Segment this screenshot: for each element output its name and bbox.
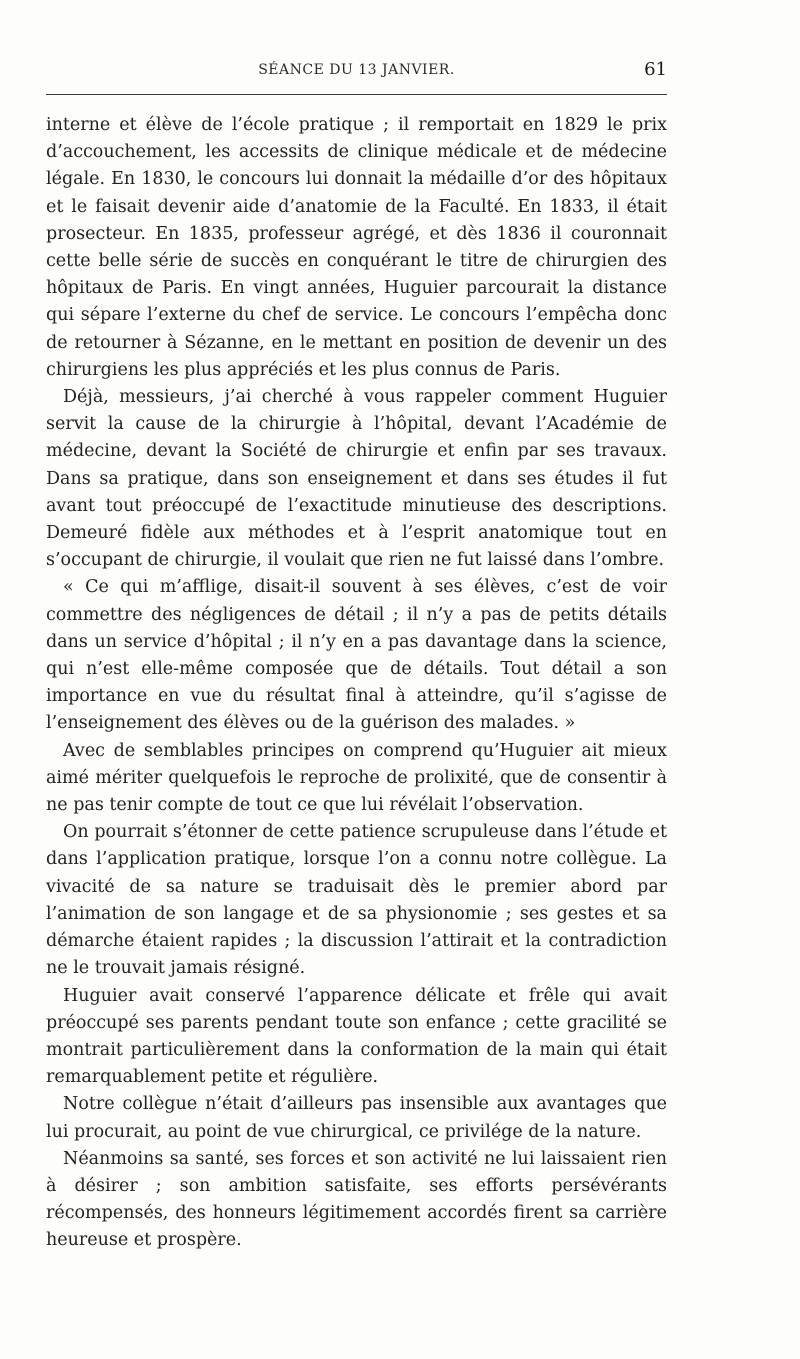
header-rule (46, 94, 667, 95)
paragraph-8: Néanmoins sa santé, ses forces et son activité ne lui laissaient rien à désirer ; son ambition satisfaite, ses efforts persévérants récompensés, des honneurs légitimement accordés firent sa carrière heureuse et prospère. (46, 1148, 667, 1251)
paragraph-6: Huguier avait conservé l’apparence délicate et frêle qui avait préoccupé ses parents pendant toute son enfance ; cette gracilité se montrait particulièrement dans la conformation de la main qui était remarquablement petite et régulière. (46, 985, 667, 1088)
paragraph-4: Avec de semblables principes on comprend qu’Huguier ait mieux aimé mériter quelquefois le reproche de prolixité, que de consentir à ne pas tenir compte de tout ce que lui révélait l’observation. (46, 740, 667, 816)
paragraph-2: Déjà, messieurs, j’ai cherché à vous rappeler comment Huguier servit la cause de la chirurgie à l’hôpital, devant l’Académie de médecine, devant la Société de chirurgie et enfin par ses travaux. Dans sa pratique, dans son enseignement et dans ses études il fut avant tout préoccupé de l’exactitude minutieuse des descriptions. Demeuré fidèle aux méthodes et à l’esprit anatomique tout en s’occupant de chirurgie, il voulait que rien ne fut laissé dans l’ombre. (46, 387, 667, 571)
paragraph-7: Notre collègue n’était d’ailleurs pas insensible aux avantages que lui procurait, au point de vue chirurgical, ce privilége de la nature. (46, 1094, 667, 1142)
paragraph-5: On pourrait s’étonner de cette patience scrupuleuse dans l’étude et dans l’application pratique, lorsque l’on a connu notre collègue. La vivacité de sa nature se traduisait dès le premier abord par l’animation de son langage et de sa physionomie ; ses gestes et sa démarche étaient rapides ; la discussion l’attirait et la contradiction ne le trouvait jamais résigné. (46, 822, 667, 979)
body-text (46, 112, 667, 1255)
running-header (46, 60, 667, 86)
paragraph-1: interne et élève de l’école pratique ; il remportait en 1829 le prix d’accouchement, les accessits de clinique médicale et de médecine légale. En 1830, le concours lui donnait la médaille d’or des hôpitaux et le faisait devenir aide d’anatomie de la Faculté. En 1833, il était prosecteur. En 1835, professeur agrégé, et dès 1836 il couronnait cette belle série de succès en conquérant le titre de chirurgien des hôpitaux de Paris. En vingt années, Huguier parcourait la distance qui sépare l’externe du chef de service. Le concours l’empêcha donc de retourner à Sézanne, en le mettant en position de devenir un des chirurgiens les plus appréciés et les plus connus de Paris. (46, 115, 667, 380)
running-title: SÉANCE DU 13 JANVIER. (258, 62, 455, 78)
paragraph-3: « Ce qui m’afflige, disait-il souvent à ses élèves, c’est de voir commettre des négligences de détail ; il n’y a pas de petits détails dans un service d’hôpital ; il n’y en a pas davantage dans la science, qui n’est elle-même composée que de détails. Tout détail a son importance en vue du résultat final à atteindre, qu’il s’agisse de l’enseignement des élèves ou de la guérison des malades. » (46, 577, 667, 734)
page-number: 61 (644, 59, 667, 80)
